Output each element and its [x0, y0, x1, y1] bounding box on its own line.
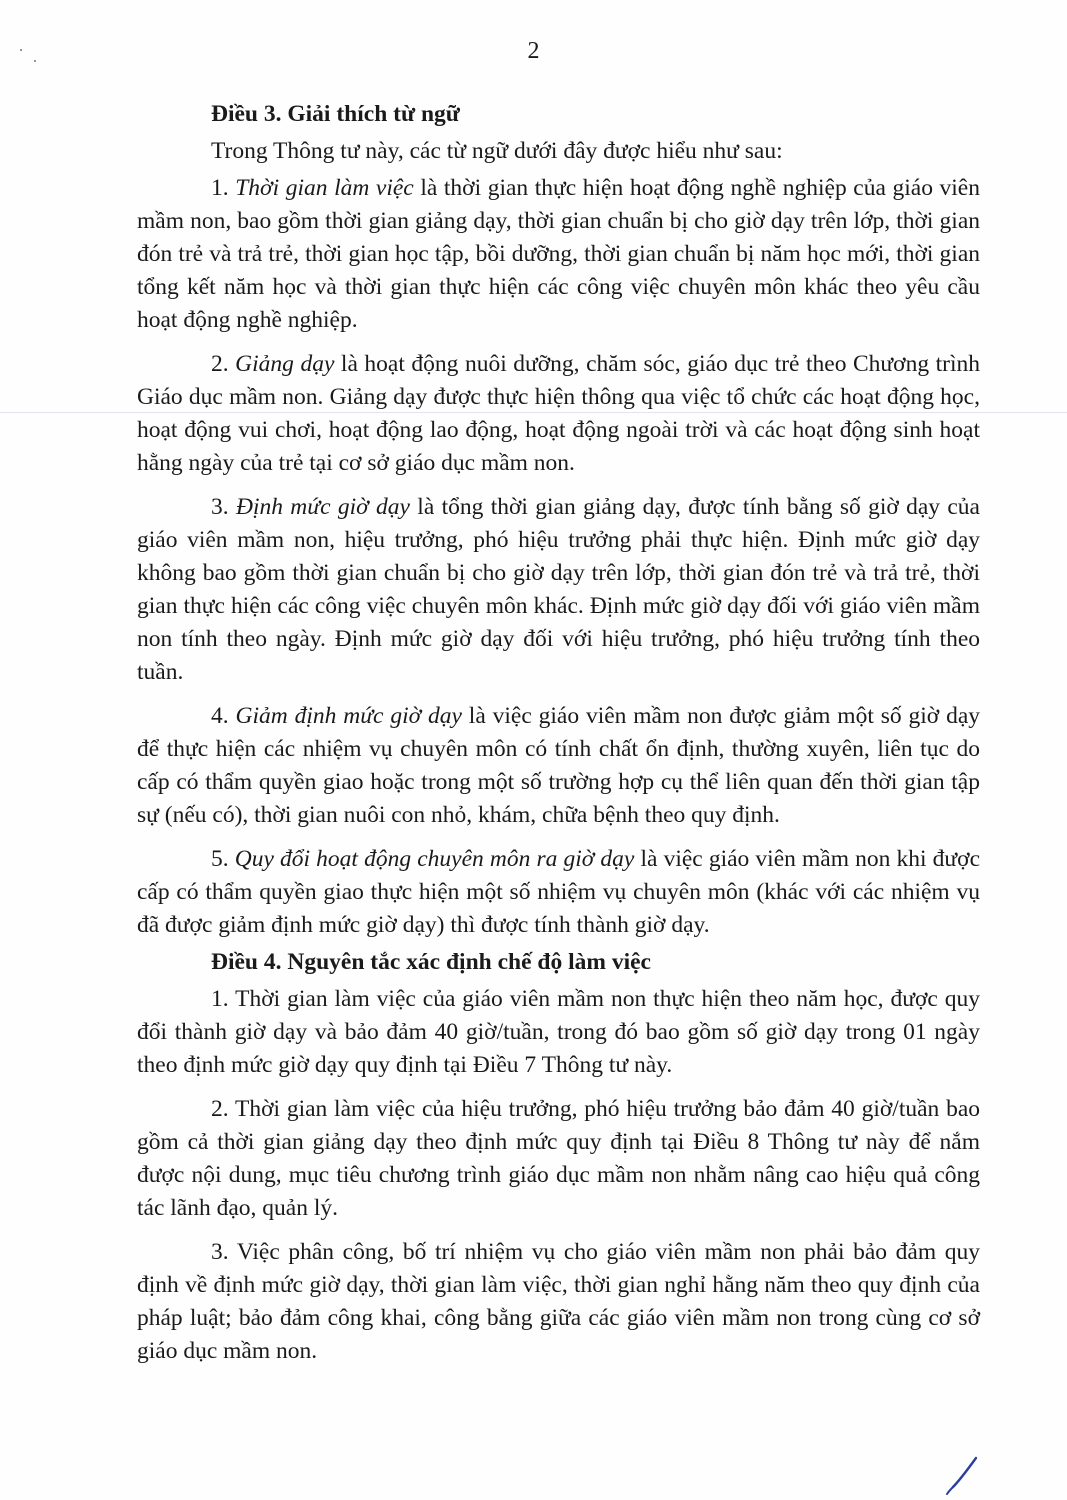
- article-3: [137, 98, 980, 942]
- definition-item: [137, 491, 980, 689]
- definition-text: là việc giáo viên mầm non được giảm một số giờ dạy để thực hiện các nhiệm vụ chuyên môn có tính chất ổn định, thường xuyên, liên tục do cấp có thẩm quyền giao hoặc trong một số trường hợp cụ thể liên quan đến thời gian tập sự (nếu có), thời gian nuôi con nhỏ, khám, chữa bệnh theo quy định.: [137, 703, 980, 828]
- definition-item: [137, 843, 980, 942]
- article-3-intro: Trong Thông tư này, các từ ngữ dưới đây được hiểu như sau:: [211, 138, 783, 164]
- defined-term: Định mức giờ dạy: [235, 494, 410, 520]
- defined-term: Giảng dạy: [235, 351, 335, 377]
- item-number: 4.: [211, 703, 236, 729]
- definition-text: là hoạt động nuôi dưỡng, chăm sóc, giáo dục trẻ theo Chương trình Giáo dục mầm non. Giảng dạy được thực hiện thông qua việc tổ chức các hoạt động học, hoạt động vui chơi, hoạt động lao động, hoạt động ngoài trời và các hoạt động sinh hoạt hằng ngày của trẻ tại cơ sở giáo dục mầm non.: [137, 351, 981, 476]
- definition-item: [137, 172, 980, 337]
- definition-item: [137, 348, 980, 480]
- definition-text: là thời gian thực hiện hoạt động nghề nghiệp của giáo viên mầm non, bao gồm thời gian giảng dạy, thời gian chuẩn bị cho giờ dạy trên lớp, thời gian đón trẻ và trả trẻ, thời gian học tập, bồi dưỡng, thời gian chuẩn bị năm học mới, thời gian tổng kết năm học và thời gian thực hiện các công việc chuyên môn khác theo yêu cầu hoạt động nghề nghiệp.: [137, 175, 980, 333]
- item-number: 5.: [211, 846, 235, 872]
- definition-text: là việc giáo viên mầm non khi được cấp có thẩm quyền giao thực hiện một số nhiệm vụ chuyên môn (khác với các nhiệm vụ đã được giảm định mức giờ dạy) thì được tính thành giờ dạy.: [137, 846, 980, 938]
- page-number: 2: [527, 38, 540, 64]
- article-3-heading: Điều 3. Giải thích từ ngữ: [211, 101, 460, 127]
- principle-item: 3. Việc phân công, bố trí nhiệm vụ cho giáo viên mầm non phải bảo đảm quy định về định mức giờ dạy, thời gian làm việc, thời gian nghỉ hằng năm theo quy định của pháp luật; bảo đảm công khai, công bằng giữa các giáo viên mầm non trong cùng cơ sở giáo dục mầm non.: [137, 1239, 980, 1364]
- item-number: 2.: [211, 351, 236, 377]
- document-body: [137, 98, 980, 1379]
- defined-term: Quy đổi hoạt động chuyên môn ra giờ dạy: [234, 846, 635, 872]
- definition-item: [137, 700, 980, 832]
- item-number: 1.: [211, 175, 236, 201]
- article-4-heading: Điều 4. Nguyên tắc xác định chế độ làm việc: [211, 949, 651, 975]
- definition-text: là tổng thời gian giảng dạy, được tính bằng số giờ dạy của giáo viên mầm non, hiệu trưởng, phó hiệu trưởng phải thực hiện. Định mức giờ dạy không bao gồm thời gian chuẩn bị cho giờ dạy trên lớp, thời gian đón trẻ và trả trẻ, thời gian thực hiện các công việc chuyên môn khác. Định mức giờ dạy đối với giáo viên mầm non tính theo ngày. Định mức giờ dạy đối với hiệu trưởng, phó hiệu trưởng tính theo tuần.: [137, 494, 980, 685]
- article-4: [137, 946, 980, 1368]
- principle-item: 2. Thời gian làm việc của hiệu trưởng, phó hiệu trưởng bảo đảm 40 giờ/tuần bao gồm cả thời gian giảng dạy theo định mức quy định tại Điều 8 Thông tư này để nắm được nội dung, mục tiêu chương trình giáo dục mầm non nhằm nâng cao hiệu quả công tác lãnh đạo, quản lý.: [137, 1096, 980, 1221]
- signature-tick-icon: [945, 1456, 979, 1496]
- defined-term: Giảm định mức giờ dạy: [235, 703, 462, 729]
- defined-term: Thời gian làm việc: [235, 175, 414, 201]
- item-number: 3.: [211, 494, 236, 520]
- principle-item: 1. Thời gian làm việc của giáo viên mầm non thực hiện theo năm học, được quy đổi thành giờ dạy và bảo đảm 40 giờ/tuần, trong đó bao gồm số giờ dạy trong 01 ngày theo định mức giờ dạy quy định tại Điều 7 Thông tư này.: [137, 986, 980, 1078]
